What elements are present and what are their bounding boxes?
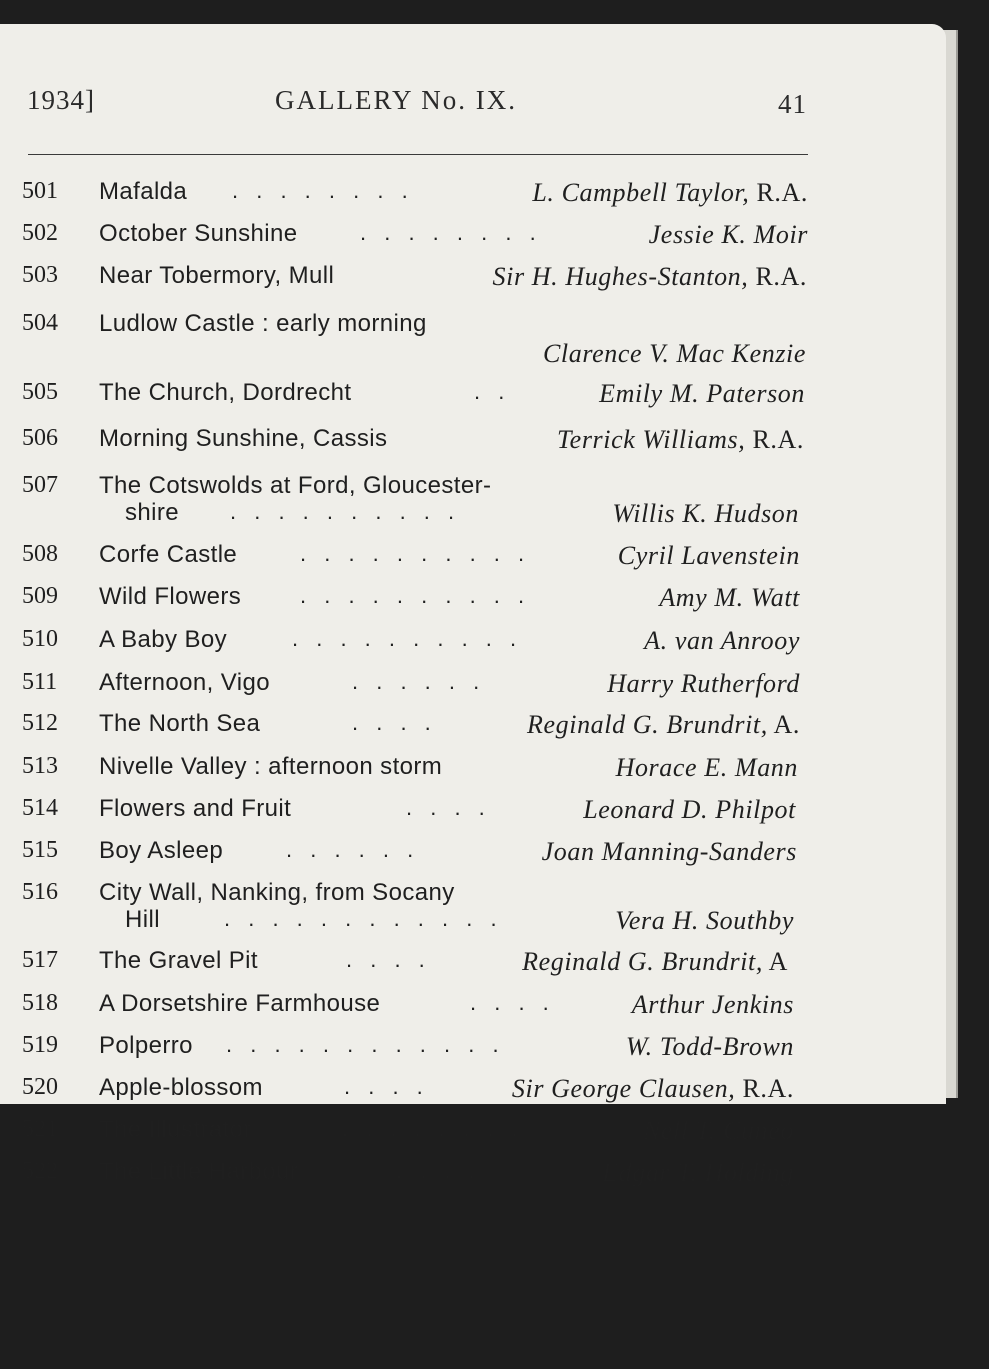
entry-number: 509: [22, 583, 58, 609]
entry-title: The North Sea: [99, 710, 261, 737]
entry-number: 519: [22, 1032, 58, 1058]
leader-dots: . . . . . . . .: [232, 178, 414, 203]
entry-number: 502: [22, 220, 58, 246]
entry-number: 512: [22, 710, 58, 736]
entry-title: The Cotswolds at Ford, Gloucester-: [99, 472, 492, 499]
catalogue-entry: [0, 626, 946, 656]
catalogue-entry: [0, 541, 946, 571]
catalogue-entry: [0, 583, 946, 613]
entry-artist: Clarence V. Mac Kenzie: [542, 339, 806, 368]
leader-dots: . . . .: [470, 990, 555, 1015]
entry-title: A Dorsetshire Farmhouse: [99, 990, 381, 1017]
entry-artist: Reginald G. Brundrit, A: [522, 947, 788, 976]
leader-dots: . . . . . . . . . .: [292, 626, 523, 651]
entry-number: 511: [22, 669, 58, 695]
entry-artist: Terrick Williams, R.A.: [557, 425, 804, 454]
entry-title: Boy Asleep: [99, 837, 224, 864]
entry-title: Apple-blossom: [99, 1074, 263, 1101]
entry-title: Wild Flowers: [99, 583, 242, 610]
entry-number: 506: [22, 425, 58, 451]
entry-number: 521: [22, 1116, 58, 1142]
entry-title: Ludlow Castle : early morning: [99, 310, 427, 337]
entry-title: City Wall, Nanking, from Socany: [99, 879, 455, 906]
catalogue-entry: [0, 379, 946, 409]
entry-artist: Reginald G. Brundrit, A.: [527, 710, 800, 739]
entry-artist: L. Campbell Taylor, R.A.: [532, 178, 808, 207]
entry-artist: Horace E. Mann: [615, 753, 798, 782]
entry-artist: Willis K. Hudson: [612, 499, 799, 528]
entry-title: Flowers and Fruit: [99, 795, 292, 822]
entry-number: 504: [22, 310, 58, 336]
leader-dots: . . . . . . . . . .: [230, 499, 461, 524]
entry-title: The Little Harbour: [99, 1158, 299, 1185]
entry-artist: Edgar T. Holding: [602, 1158, 794, 1187]
entry-number: 515: [22, 837, 58, 863]
entry-title: Nivelle Valley : afternoon storm: [99, 753, 443, 780]
entry-title: The Illustrator: [99, 1116, 252, 1143]
entry-title: Mafalda: [99, 178, 188, 205]
leader-dots: . . . . . . . .: [360, 220, 542, 245]
entry-artist: Joan Manning-Sanders: [541, 837, 797, 866]
entry-artist: Jessie K. Moir: [648, 220, 808, 249]
entry-number: 517: [22, 947, 58, 973]
entry-number: 505: [22, 379, 58, 405]
page-number: 41: [778, 89, 807, 119]
entry-artist: Sir George Clausen, R.A.: [511, 1074, 794, 1103]
entry-title: Polperro: [99, 1032, 193, 1059]
catalogue-entry: [0, 1032, 946, 1062]
catalogue-entry: [0, 710, 946, 740]
entry-number: 522: [22, 1158, 58, 1184]
entry-artist: Sir H. Hughes-Stanton, R.A.: [492, 262, 807, 291]
entry-artist: Emily M. Paterson: [599, 379, 805, 408]
catalogue-entry: [0, 1158, 946, 1188]
catalogue-entry: [0, 425, 946, 455]
entry-number: 501: [22, 178, 58, 204]
catalogue-entry: [0, 947, 946, 977]
entry-number: 520: [22, 1074, 58, 1100]
leader-dots: . . . .: [406, 795, 491, 820]
leader-dots: . . . . . . . . . . . .: [224, 906, 503, 931]
catalogue-entry: [0, 1074, 946, 1104]
leader-dots: . .: [474, 379, 511, 404]
catalogue-entry: [0, 879, 946, 939]
catalogue-entry: [0, 262, 946, 292]
catalogue-entry: [0, 1116, 946, 1146]
entry-artist: Cyril Lavenstein: [617, 541, 800, 570]
entry-number: 510: [22, 626, 58, 652]
catalogue-entry: [0, 472, 946, 530]
catalogue-entry: [0, 837, 946, 867]
entry-title: Afternoon, Vigo: [99, 669, 271, 696]
entry-artist: Nell T. Cuneo: [642, 1116, 794, 1145]
entry-title: The Gravel Pit: [99, 947, 258, 974]
entry-artist: Vera H. Southby: [615, 906, 794, 935]
header-title: GALLERY No. IX.: [275, 85, 517, 115]
catalogue-entry: [0, 990, 946, 1020]
entry-title: Morning Sunshine, Cassis: [99, 425, 388, 452]
entry-title-continued: Hill: [125, 906, 160, 933]
catalogue-entry: [0, 795, 946, 825]
entry-title: Corfe Castle: [99, 541, 238, 568]
entry-number: 503: [22, 262, 58, 288]
entry-number: 508: [22, 541, 58, 567]
entry-number: 513: [22, 753, 58, 779]
entry-artist: Amy M. Watt: [659, 583, 800, 612]
entry-title: A Baby Boy: [99, 626, 228, 653]
entry-artist: W. Todd-Brown: [625, 1032, 794, 1061]
entry-artist: Harry Rutherford: [607, 669, 800, 698]
entry-number: 516: [22, 879, 58, 905]
leader-dots: . . . .: [352, 710, 437, 735]
header-year: 1934]: [27, 85, 95, 115]
entry-number: 514: [22, 795, 58, 821]
leader-dots: . . . . . . . . . . . .: [226, 1032, 505, 1057]
leader-dots: . . . . . . . . . .: [300, 583, 531, 608]
catalogue-entry: [0, 669, 946, 699]
entry-number: 518: [22, 990, 58, 1016]
entry-number: 507: [22, 472, 58, 498]
leader-dots: . . . . . . . . . .: [300, 541, 531, 566]
catalogue-entry: [0, 178, 946, 208]
catalogue-entry: [0, 753, 946, 783]
entry-title: The Church, Dordrecht: [99, 379, 352, 406]
leader-dots: . . . .: [346, 947, 431, 972]
catalogue-entry: [0, 220, 946, 250]
entry-artist: Leonard D. Philpot: [583, 795, 796, 824]
leader-dots: . . . . . .: [286, 837, 420, 862]
leader-dots: . . . .: [396, 1158, 481, 1183]
entry-title: October Sunshine: [99, 220, 298, 247]
entry-artist: Arthur Jenkins: [631, 990, 794, 1019]
entry-artist: A. van Anrooy: [644, 626, 800, 655]
leader-dots: . . . . . . . .: [342, 1116, 524, 1141]
catalogue-entry: [0, 310, 946, 372]
leader-dots: . . . . . .: [352, 669, 486, 694]
leader-dots: . . . .: [344, 1074, 429, 1099]
entry-title: Near Tobermory, Mull: [99, 262, 335, 289]
entry-title-continued: shire: [125, 499, 180, 526]
